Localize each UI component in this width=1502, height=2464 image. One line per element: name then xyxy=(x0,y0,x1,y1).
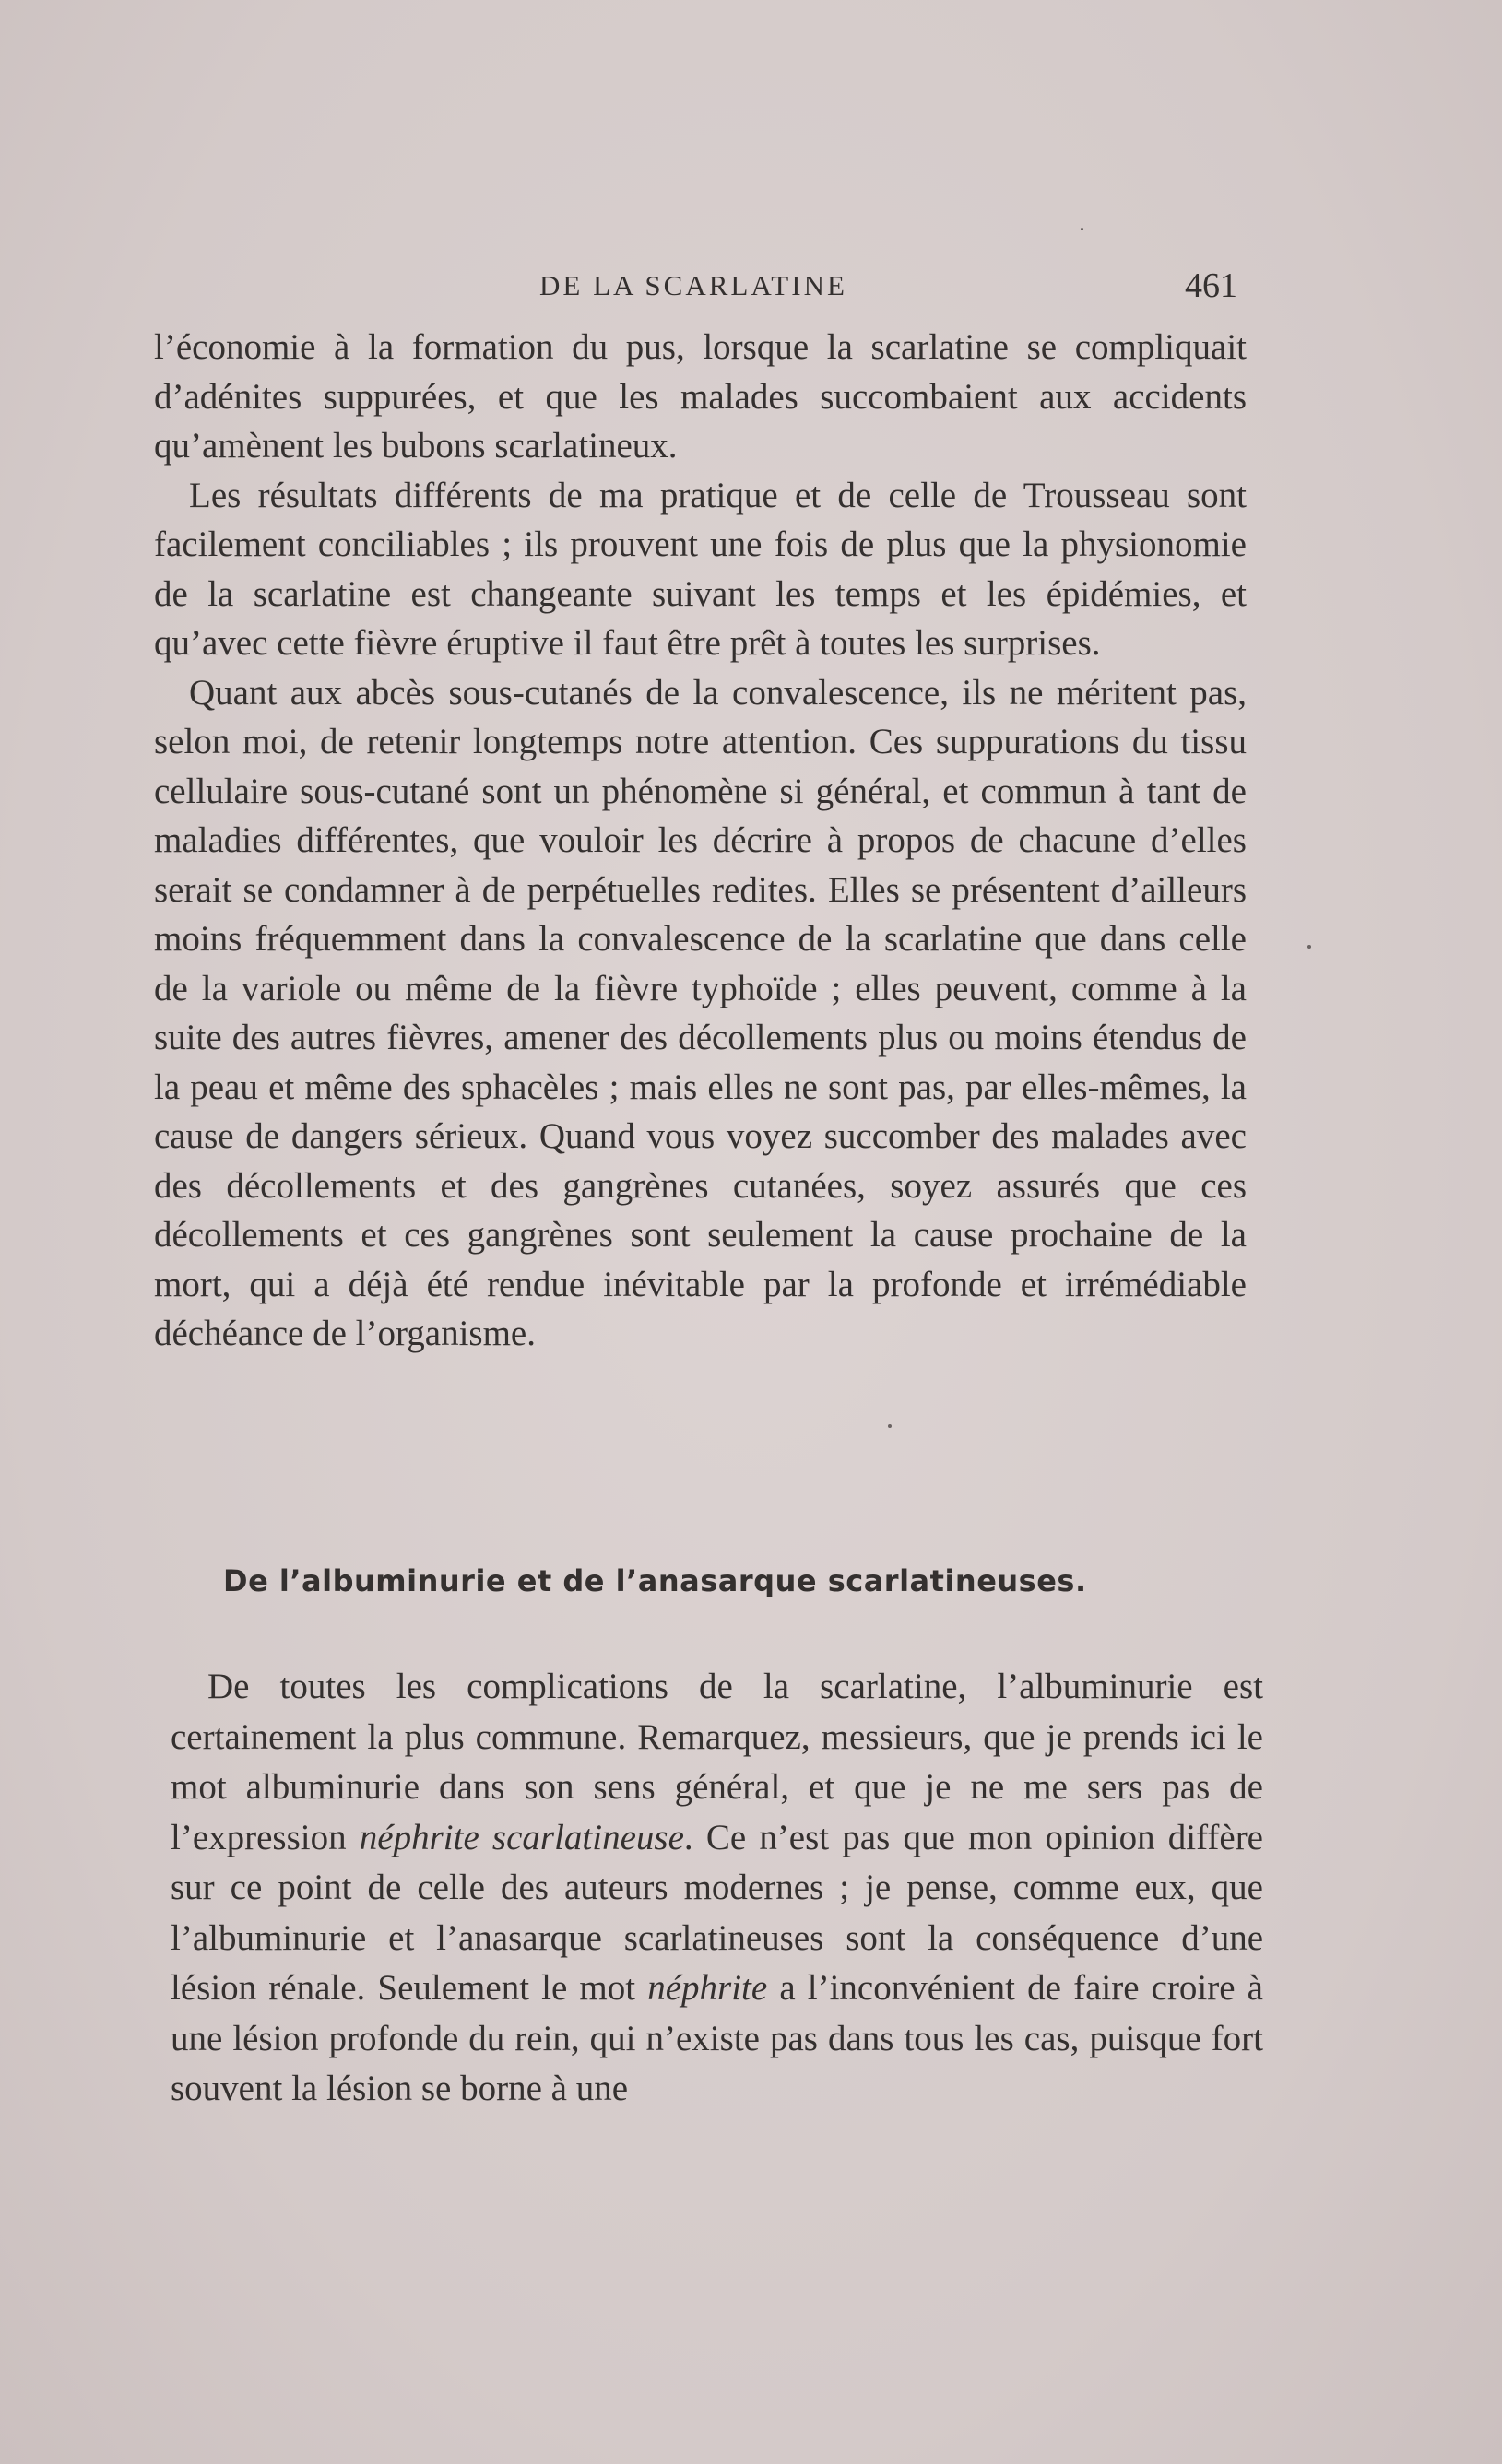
text-run: a l’inconvénient de faire croire à une lésion profonde du rein, qui n’existe pas dans tous les cas, puisque fort souvent la lésion se borne à une xyxy=(171,1968,1263,2108)
paragraph: l’économie à la formation du pus, lorsque la scarlatine se compliquait d’adénites suppurées, et que les malades succombaient aux accidents qu’amènent les bubons scarlatineux. xyxy=(154,327,1247,466)
page-number: 461 xyxy=(1185,266,1237,305)
paper-speck xyxy=(1081,228,1083,230)
running-title: DE LA SCARLATINE xyxy=(539,269,847,301)
italic-term: néphrite xyxy=(647,1968,768,2008)
paper-speck xyxy=(888,1424,892,1428)
paragraph xyxy=(171,1662,1263,2115)
section-heading: De l’albuminurie et de l’anasarque scarlatineuses. xyxy=(223,1563,1087,1598)
italic-term: néphrite scarlatineuse xyxy=(359,1817,684,1857)
text-run: De toutes les complications de la scarlatine, l’albuminurie est certainement la plus commune. Remarquez, messieurs, que je prends ici le mot albuminurie dans son sens général, et que je ne me sers pas de l’expression xyxy=(171,1667,1263,1857)
paragraph: Les résultats différents de ma pratique et de celle de Trousseau sont facilement conciliables ; ils prouvent une fois de plus que la physionomie de la scarlatine est changeante suivant les temps et les épidémies, et qu’avec cette fièvre éruptive il faut être prêt à toutes les surprises. xyxy=(154,475,1247,663)
body-text xyxy=(154,323,1247,1359)
text-run: . Ce n’est pas que mon opinion diffère sur ce point de celle des auteurs modernes ; je pense, comme eux, que l’albuminurie et l’anasarque scarlatineuses sont la conséquence d’une lésion rénale. Seulement le mot xyxy=(171,1817,1263,2008)
running-head xyxy=(0,266,1502,306)
paragraph: Quant aux abcès sous-cutanés de la convalescence, ils ne méritent pas, selon moi, de retenir longtemps notre attention. Ces suppurations du tissu cellulaire sous-cutané sont un phénomène si général, et commun à tant de maladies différentes, que vouloir les décrire à propos de chacune d’elles serait se condamner à de perpétuelles redites. Elles se présentent d’ailleurs moins fréquemment dans la convalescence de la scarlatine que dans celle de la variole ou même de la fièvre typhoïde ; elles peuvent, comme à la suite des autres fièvres, amener des décollements plus ou moins étendus de la peau et même des sphacèles ; mais elles ne sont pas, par elles-mêmes, la cause de dangers sérieux. Quand vous voyez succomber des malades avec des décollements et des gangrènes cutanées, soyez assurés que ces décollements et ces gangrènes sont seulement la cause prochaine de la mort, qui a déjà été rendue inévitable par la profonde et irrémédiable déchéance de l’organisme. xyxy=(154,672,1247,1353)
section-text xyxy=(171,1662,1263,2115)
paper-speck xyxy=(1307,945,1311,949)
